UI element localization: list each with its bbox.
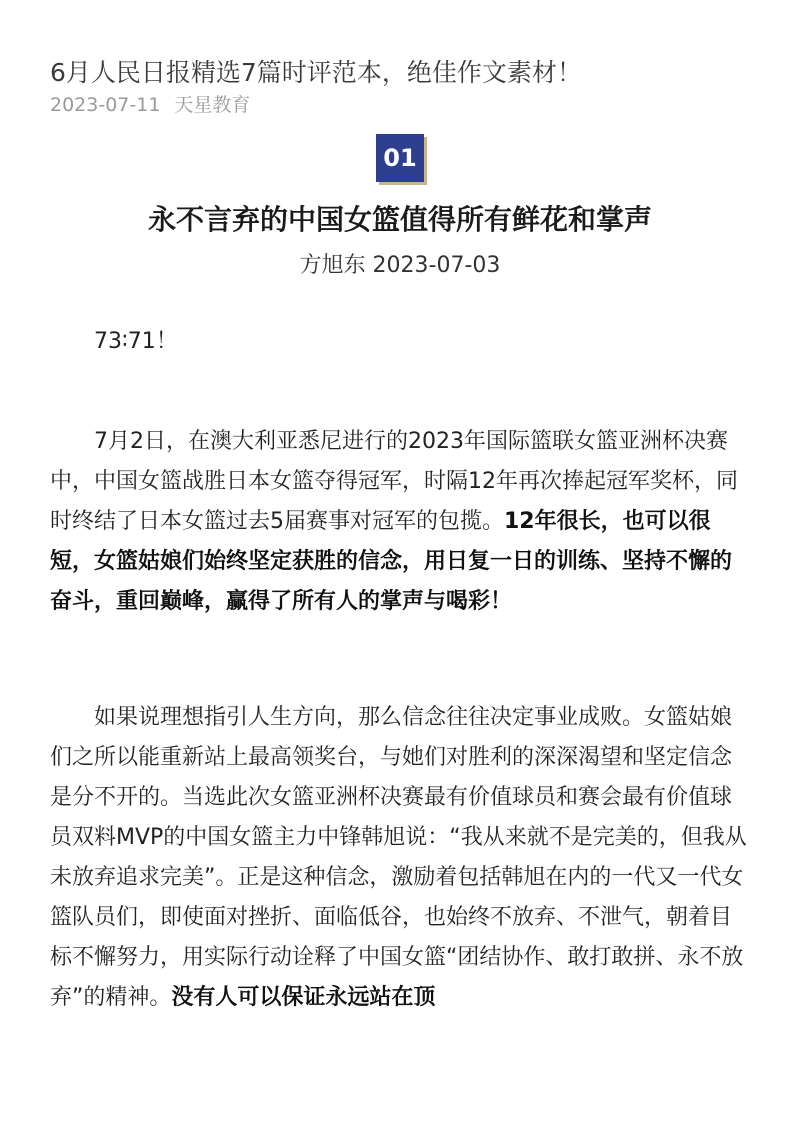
paragraph-emphasis: 12年很长，也可以很短，女篮姑娘们始终坚定获胜的信念，用日复一日的训练、坚持不懈的奋斗，重回巅峰，赢得了所有人的掌声与喝彩！ xyxy=(50,509,733,614)
article-title: 6月人民日报精选7篇时评范本，绝佳作文素材！ xyxy=(50,58,582,87)
paragraph-text: 7月2日，在澳大利亚悉尼进行的2023年国际篮联女篮亚洲杯决赛中，中国女篮战胜日本女篮夺得冠军，时隔12年再次捧起冠军奖杯，同时终结了日本女篮过去5届赛事对冠军的包揽。 xyxy=(50,429,738,534)
paragraph-match-report xyxy=(50,422,750,622)
paragraph-score: 73∶71！ xyxy=(94,329,178,354)
publish-date: 2023-07-11 xyxy=(50,94,161,116)
paragraph-belief xyxy=(50,698,750,1018)
section-number-badge: 01 xyxy=(376,134,424,182)
section-heading: 永不言弃的中国女篮值得所有鲜花和掌声 xyxy=(147,203,652,236)
author-byline: 方旭东 2023-07-03 xyxy=(299,253,501,278)
paragraph-text: 如果说理想指引人生方向，那么信念往往决定事业成败。女篮姑娘们之所以能重新站上最高领奖台，与她们对胜利的深深渴望和坚定信念是分不开的。当选此次女篮亚洲杯决赛最有价值球员和赛会最有价值球员双料MVP的中国女篮主力中锋韩旭说：“我从来就不是完美的，但我从未放弃追求完美”。正是这种信念，激励着包括韩旭在内的一代又一代女篮队员们，即使面对挫折、面临低谷，也始终不放弃、不泄气，朝着目标不懈努力，用实际行动诠释了中国女篮“团结协作、敢打敢拼、永不放弃”的精神。 xyxy=(50,705,747,1010)
article-meta xyxy=(50,92,250,118)
source-link[interactable]: 天星教育 xyxy=(174,94,251,116)
paragraph-emphasis: 没有人可以保证永远站在顶 xyxy=(171,985,436,1010)
